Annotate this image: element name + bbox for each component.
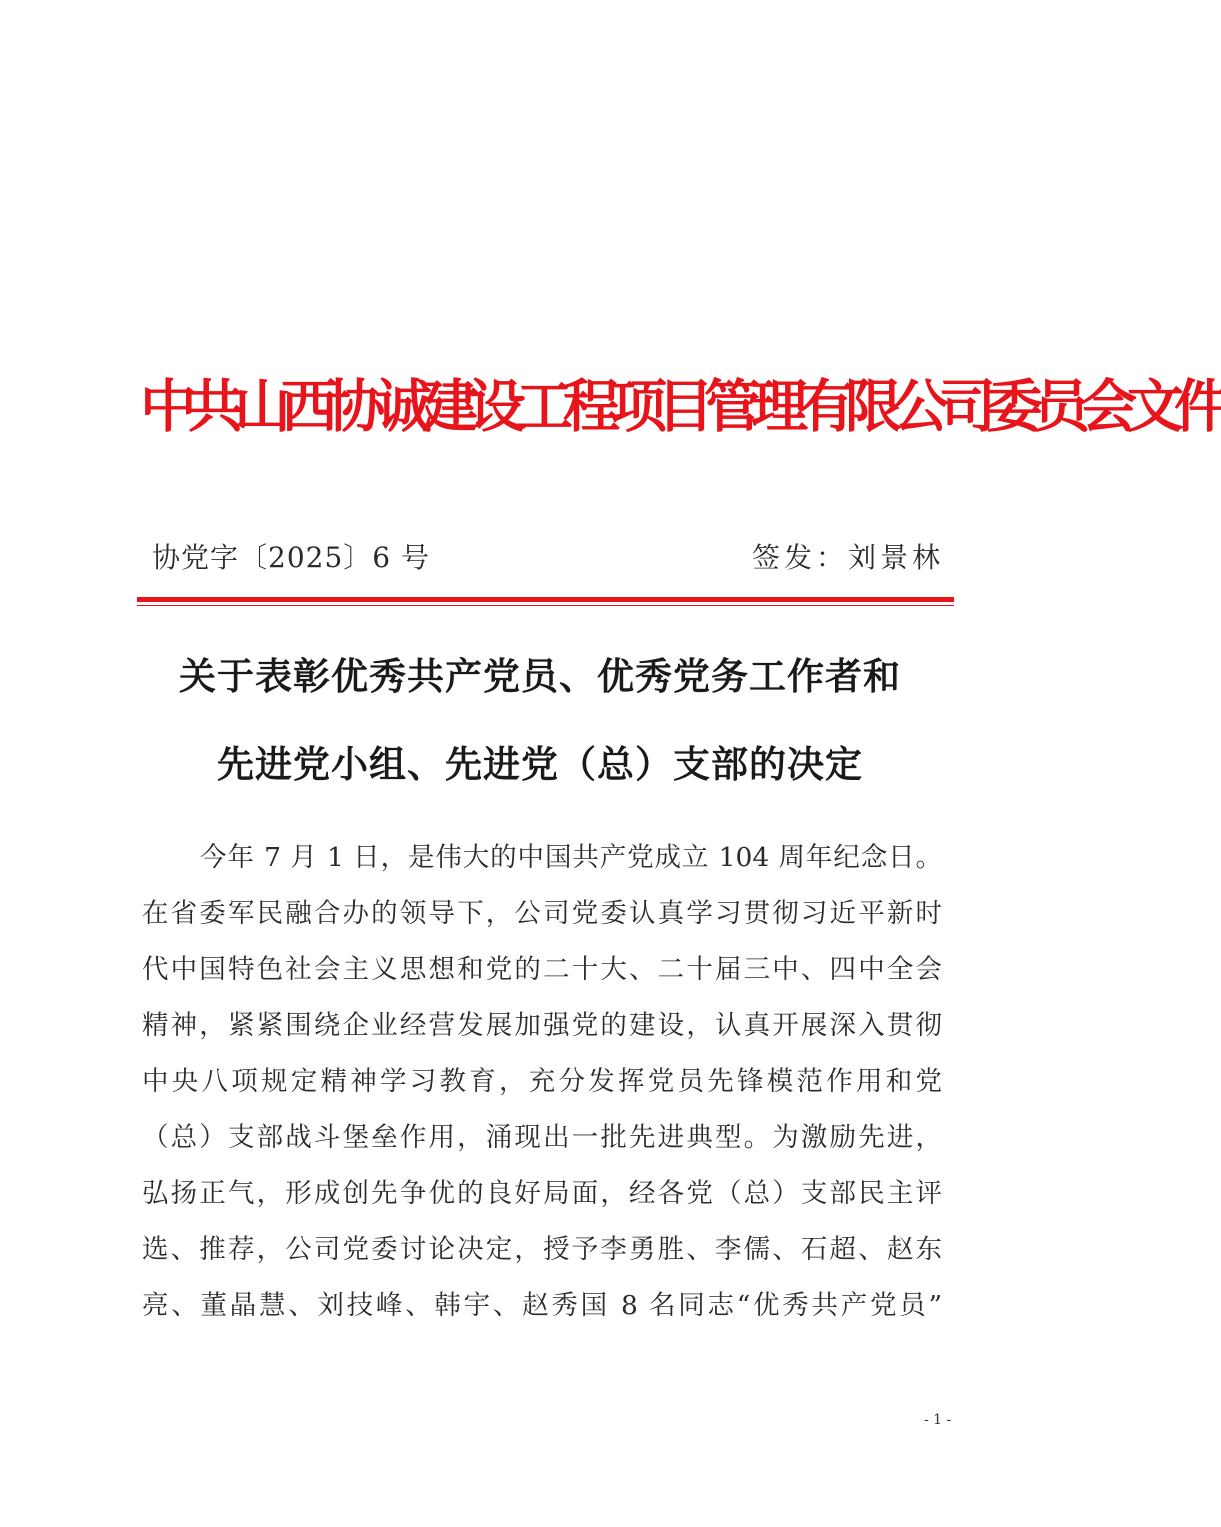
body-line: 代中国特色社会主义思想和党的二十大、二十届三中、四中全会 xyxy=(142,954,942,985)
body-line: 亮、董晶慧、刘技峰、韩宇、赵秀国 8 名同志“优秀共产党员” xyxy=(142,1290,942,1321)
red-separator-line xyxy=(137,597,954,602)
body-line: 选、推荐，公司党委讨论决定，授予李勇胜、李儒、石超、赵东 xyxy=(142,1234,942,1265)
page-number: - 1 - xyxy=(924,1412,952,1428)
red-separator-line-thin xyxy=(137,605,954,606)
body-line: 精神，紧紧围绕企业经营发展加强党的建设，认真开展深入贯彻 xyxy=(142,1010,942,1041)
body-line: 弘扬正气，形成创先争优的良好局面，经各党（总）支部民主评 xyxy=(142,1178,942,1209)
body-paragraph xyxy=(142,830,942,1334)
body-line: 今年 7 月 1 日，是伟大的中国共产党成立 104 周年纪念日。 xyxy=(200,842,942,873)
document-title-line-1: 关于表彰优秀共产党员、优秀党务工作者和 xyxy=(179,654,901,698)
document-number: 协党字〔2025〕6 号 xyxy=(152,541,430,574)
body-line: 中央八项规定精神学习教育，充分发挥党员先锋模范作用和党 xyxy=(142,1066,942,1097)
document-title xyxy=(140,632,940,808)
body-line: （总）支部战斗堡垒作用，涌现出一批先进典型。为激励先进， xyxy=(142,1122,942,1153)
document-title-line-2: 先进党小组、先进党（总）支部的决定 xyxy=(217,742,863,786)
body-line: 在省委军民融合办的领导下，公司党委认真学习贯彻习近平新时 xyxy=(142,898,942,929)
signer: 签发：刘景林 xyxy=(752,541,945,574)
issuer-header-title: 中共山西协诚建设工程项目管理有限公司委员会文件 xyxy=(140,374,1221,440)
